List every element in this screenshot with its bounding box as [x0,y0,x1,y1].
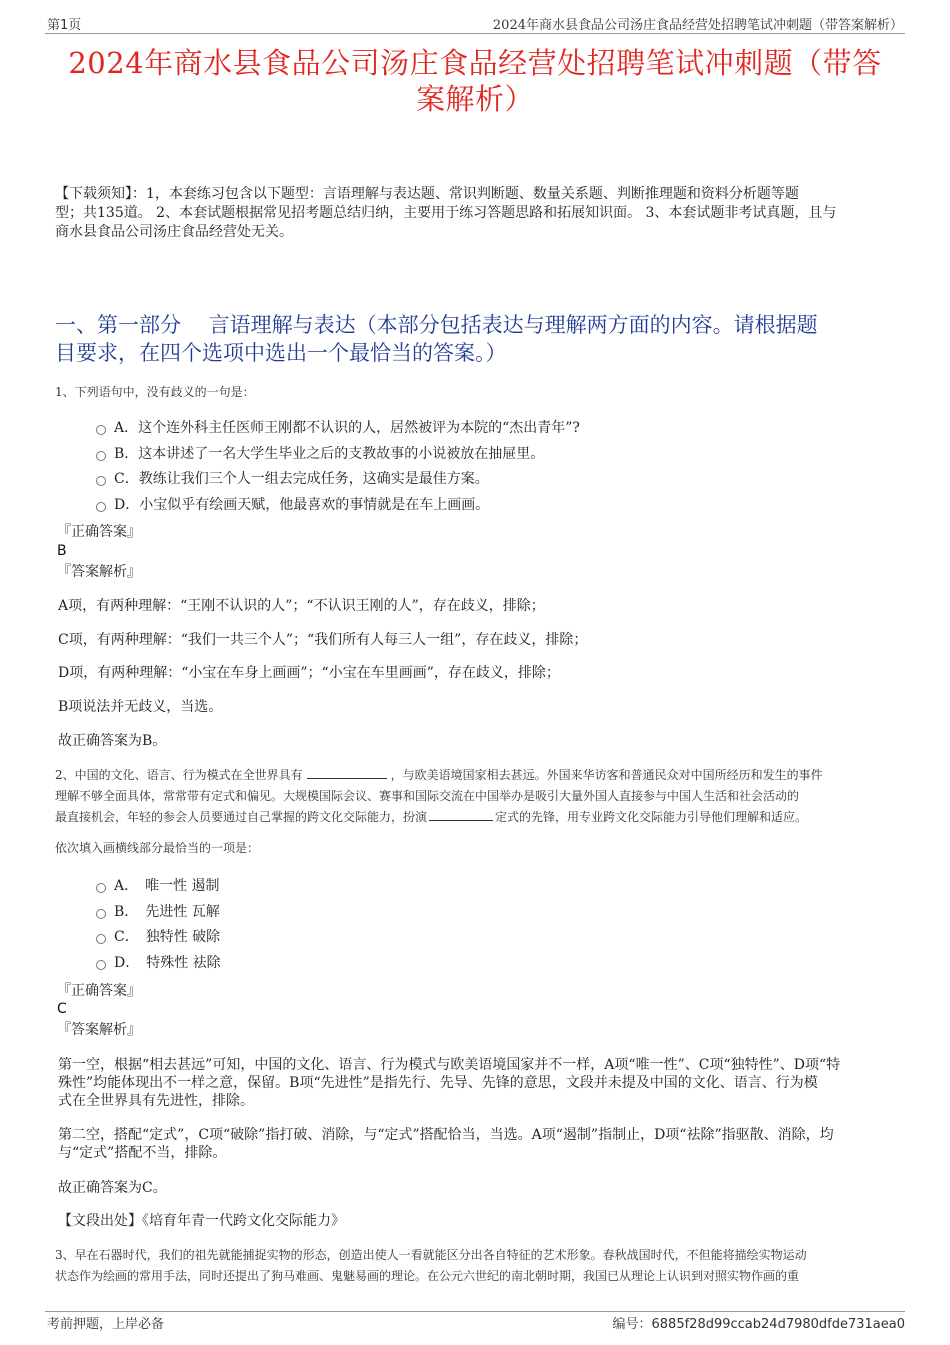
analysis-line: 第二空，搭配“定式”，C项“破除”指打破、消除，与“定式”搭配恰当，当选。A项“遏制”指制止，D项“祛除”指驱散、消除，均 [58,1127,834,1143]
question-3-stem [55,1245,898,1287]
q2-option-c[interactable] [96,928,220,946]
option-label: C． 独特性 破除 [114,929,221,945]
q1-option-d[interactable] [96,496,489,514]
q3-stem-line: 状态作为绘画的常用手法，同时还提出了狗马难画、鬼魅易画的理论。在公元六世纪的南北朝时期，我国已从理论上认识到对照实物作画的重 [55,1269,800,1283]
q2-analysis-label: 『答案解析』 [57,1022,141,1038]
radio-icon[interactable] [96,934,106,944]
analysis-line: 与“定式”搭配不当，排除。 [58,1145,227,1161]
document-title-line-2: 案解析） [415,82,534,116]
analysis-line: 第一空，根据“相去甚远”可知，中国的文化、语言、行为模式与欧美语境国家并不一样，A项“唯一性”、C项“独特性”、D项“特 [58,1057,841,1073]
fill-blank-1 [307,766,387,779]
radio-icon[interactable] [96,425,106,435]
q2-stem-line: 理解不够全面具体，常常带有定式和偏见。大规模国际会议、赛事和国际交流在中国举办是吸引大量外国人直接参与中国人生活和社会活动的 [55,789,800,803]
q1-option-b[interactable] [96,445,544,463]
footer-slogan: 考前押题，上岸必备 [47,1317,165,1332]
notice-line: 【下载须知】：1，本套练习包含以下题型：言语理解与表达题、常识判断题、数量关系题、判断推理题和资料分析题等题 [55,186,799,202]
document-code-value: 6885f28d99ccab24d7980dfde731aea0 [651,1317,905,1332]
q1-analysis-line: A项，有两种理解：“王刚不认识的人”；“不认识王刚的人”，存在歧义，排除； [58,598,545,614]
option-label: A．这个连外科主任医师王刚都不认识的人，居然被评为本院的“杰出青年”? [114,420,580,436]
q2-correct-answer-label: 『正确答案』 [57,983,141,999]
q2-option-d[interactable] [96,954,221,972]
q3-stem-line: 3、早在石器时代，我们的祖先就能捕捉实物的形态，创造出使人一看就能区分出各自特征的艺术形象。春秋战国时代，不但能将描绘实物运动 [55,1248,807,1262]
radio-icon[interactable] [96,451,106,461]
q2-stem-line [55,765,898,786]
analysis-line: 殊性”均能体现出不一样之意，保留。B项“先进性”是指先行、先导、先锋的意思，文段并未提及中国的文化、语言、行为模 [58,1075,818,1091]
option-label: B．这本讲述了一名大学生毕业之后的支教故事的小说被放在抽屉里。 [114,446,545,462]
document-code [613,1313,906,1332]
stem-text: 2、中国的文化、语言、行为模式在全世界具有 [55,768,303,782]
q2-source: 【文段出处】《培育年青一代跨文化交际能力》 [58,1213,345,1229]
document-code-label: 编号： [612,1317,652,1332]
q2-option-a[interactable] [96,877,220,895]
q2-analysis-paragraph-1 [58,1056,898,1110]
option-label: B． 先进性 瓦解 [114,904,220,920]
radio-icon[interactable] [96,476,106,486]
fill-blank-2 [429,808,493,821]
radio-icon[interactable] [96,883,106,893]
q2-option-b[interactable] [96,903,220,921]
q1-conclusion: 故正确答案为B。 [58,733,167,749]
section-heading-line: 目要求，在四个选项中选出一个最恰当的答案。） [55,341,507,365]
option-label: A． 唯一性 遏制 [114,878,220,894]
q1-correct-answer-label: 『正确答案』 [57,524,141,540]
footer-divider [45,1311,905,1312]
document-title [50,45,900,117]
analysis-line: 式在全世界具有先进性，排除。 [58,1093,254,1109]
q2-prompt: 依次填入画横线部分最恰当的一项是： [55,841,260,855]
option-label: D．小宝似乎有绘画天赋，他最喜欢的事情就是在车上画画。 [114,497,490,513]
running-header-title: 2024年商水县食品公司汤庄食品经营处招聘笔试冲刺题（带答案解析） [492,18,903,33]
notice-line: 型；共135道。 2、本套试题根据常见招考题总结归纳，主要用于练习答题思路和拓展知识面。 3、本套试题非考试真题，且与 [55,205,837,221]
question-2-stem [55,765,898,828]
stem-text: ，与欧美语境国家相去甚远。外国来华访客和普通民众对中国所经历和发生的事件 [390,768,823,782]
question-1-stem: 1、下列语句中，没有歧义的一句是： [55,385,255,399]
notice-line: 商水县食品公司汤庄食品经营处无关。 [55,224,293,240]
section-heading-line: 一、第一部分 言语理解与表达（本部分包括表达与理解两方面的内容。请根据题 [55,313,818,337]
radio-icon[interactable] [96,909,106,919]
q2-conclusion: 故正确答案为C。 [58,1180,167,1196]
q2-stem-line [55,807,898,828]
header-divider [45,33,905,34]
q2-correct-answer: C [57,1001,67,1017]
q1-analysis-line: D项，有两种理解：“小宝在车身上画画”；“小宝在车里画画”，存在歧义，排除； [58,665,560,681]
option-label: D． 特殊性 祛除 [114,955,221,971]
option-label: C．教练让我们三个人一组去完成任务，这确实是最佳方案。 [114,471,489,487]
download-notice [55,185,898,242]
q1-option-a[interactable] [96,419,580,437]
q1-analysis-line: B项说法并无歧义，当选。 [58,699,223,715]
section-heading [55,311,898,367]
q1-analysis-line: C项，有两种理解：“我们一共三个人”；“我们所有人每三人一组”，存在歧义，排除； [58,632,588,648]
radio-icon[interactable] [96,502,106,512]
q2-analysis-paragraph-2 [58,1126,898,1162]
document-title-line-1: 2024年商水县食品公司汤庄食品经营处招聘笔试冲刺题（带答 [68,46,882,80]
q1-correct-answer: B [57,543,67,559]
q1-analysis-label: 『答案解析』 [57,564,141,580]
radio-icon[interactable] [96,960,106,970]
page-number: 第1页 [47,18,82,33]
q1-option-c[interactable] [96,470,489,488]
stem-text: 最直接机会，年轻的参会人员要通过自己掌握的跨文化交际能力，扮演 [55,810,428,824]
stem-text: 定式的先锋，用专业跨文化交际能力引导他们理解和适应。 [495,810,808,824]
